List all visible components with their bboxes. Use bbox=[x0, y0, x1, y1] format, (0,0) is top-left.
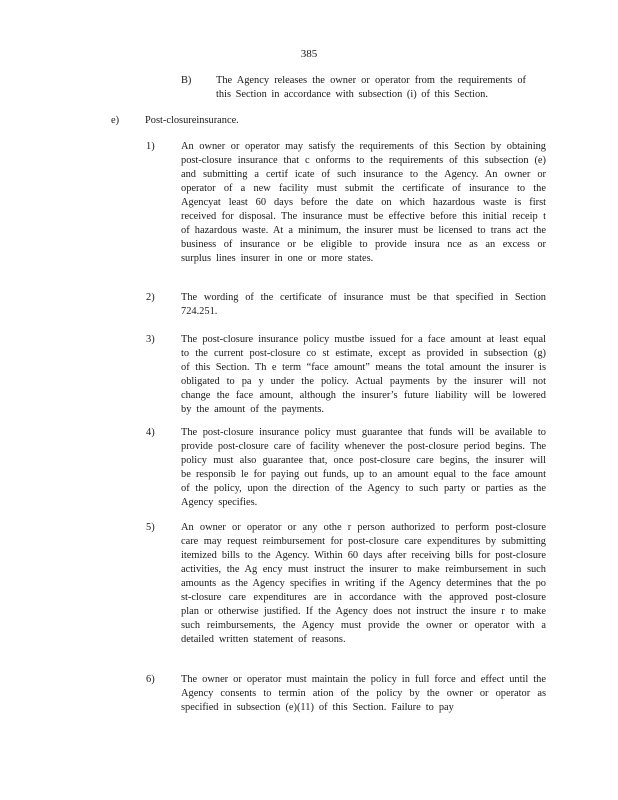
section-e-marker: e) bbox=[111, 115, 120, 126]
page-number: 385 bbox=[300, 48, 318, 60]
item-b-text: The Agency releases the owner or operator from the requirements of this Section in accordance with subsection (i) of this Section. bbox=[216, 75, 526, 100]
section-e-heading: Post-closureinsurance. bbox=[145, 115, 239, 126]
subsection-text: The post-closure insurance policy must guarantee that funds will be available to provide post-closure care of facility whenever the post-closure period begins. The policy must also guarantee that, once post-closure care begins, the insurer will be responsib le for paying out funds, up to an amount equal to the face amount of the policy, upon the direction of the Agency to such party or parties as the Agency specifies. bbox=[181, 427, 546, 508]
section-e bbox=[111, 114, 551, 128]
subsection-marker: 2) bbox=[146, 292, 155, 303]
subsection-text: The wording of the certificate of insurance must be that specified in Section 724.251. bbox=[181, 292, 546, 317]
subsection-marker: 1) bbox=[146, 141, 155, 152]
item-b bbox=[181, 74, 526, 102]
subsection-text: The owner or operator must maintain the policy in full force and effect until the Agency consents to termin ation of the policy by the owner or operator as specified in subsection (e)(11) of this Section. Failure to pay bbox=[181, 674, 546, 713]
subsection-text: An owner or operator may satisfy the requirements of this Section by obtaining post-closure insurance that c onforms to the requirements of this subsection (e) and submitting a certif icate of such insurance to the Agency. An owner or operator of a new facility must submit the certificate of insurance to the Agencyat least 60 days before the date on which hazardous waste is first received for disposal. The insurance must be effective before this initial receip t of hazardous waste. At a minimum, the insurer must be licensed to trans act the business of insurance or be eligible to provide insura nce as an excess or surplus lines insurer in one or more states. bbox=[181, 141, 546, 264]
subsection-6 bbox=[146, 673, 546, 715]
subsection-text: An owner or operator or any othe r person authorized to perform post-closure care may request reimbursement for post-closure care expenditures by submitting itemized bills to the Agency. Within 60 days after receiving bills for post-closure activities, the Ag ency must instruct the insurer to make reimbursement in such amounts as the Agency specifies in writing if the Agency determines that the po st-closure care expenditures are in accordance with the approved post-closure plan or otherwise justified. If the Agency does not instruct the insure r to make such reimbursements, the Agency must provide the owner or operator with a detailed written statement of reasons. bbox=[181, 522, 546, 645]
subsection-3 bbox=[146, 333, 546, 417]
subsection-marker: 5) bbox=[146, 522, 155, 533]
subsection-2 bbox=[146, 291, 546, 319]
subsection-marker: 6) bbox=[146, 674, 155, 685]
subsection-1 bbox=[146, 140, 546, 266]
item-b-marker: B) bbox=[181, 75, 192, 86]
subsection-text: The post-closure insurance policy mustbe issued for a face amount at least equal to the current post-closure co st estimate, except as provided in subsection (g) of this Section. Th e term “face amount” means the total amount the insurer is obligated to pa y under the policy. Actual payments by the insurer will not change the face amount, although the insurer’s future liability will be lowered by the amount of the payments. bbox=[181, 334, 546, 415]
subsection-marker: 3) bbox=[146, 334, 155, 345]
subsection-4 bbox=[146, 426, 546, 510]
subsection-marker: 4) bbox=[146, 427, 155, 438]
subsection-5 bbox=[146, 521, 546, 647]
